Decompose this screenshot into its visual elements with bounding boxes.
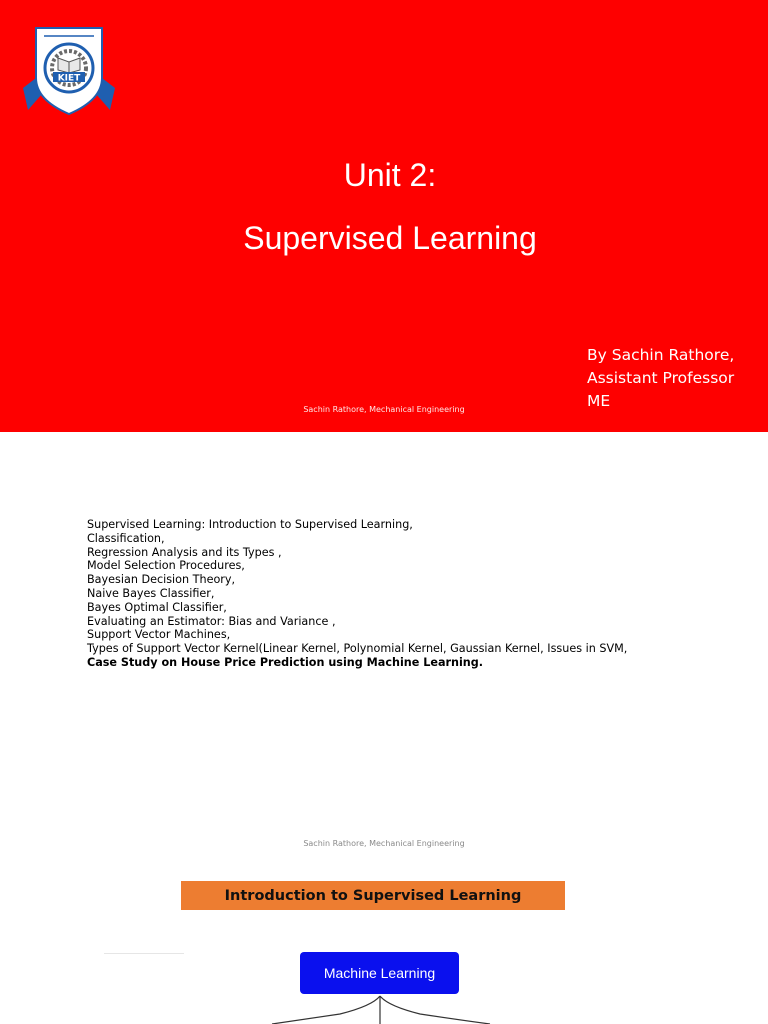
syllabus-item: Naive Bayes Classifier, [87,586,215,600]
syllabus-item-case-study: Case Study on House Price Prediction using Machine Learning. [87,655,484,669]
machine-learning-node: Machine Learning [300,952,459,994]
byline-line: ME [587,392,611,410]
kiet-logo-icon [20,22,118,116]
svg-text:KIET: KIET [57,73,81,84]
slide-footer: Sachin Rathore, Mechanical Engineering [303,405,465,414]
intro-slide [0,864,768,1024]
syllabus-slide [0,432,768,864]
title-slide [0,0,768,432]
syllabus-item: Bayesian Decision Theory, [87,573,236,587]
syllabus-item: Evaluating an Estimator: Bias and Variance , [87,614,336,628]
syllabus-item: Supervised Learning: Introduction to Supervised Learning, [87,518,413,531]
author-byline [587,344,734,413]
syllabus-list [87,518,627,670]
slide-title-unit: Unit 2: [343,157,437,193]
tree-connectors [0,864,768,1024]
slide-footer: Sachin Rathore, Mechanical Engineering [303,839,465,848]
syllabus-item: Classification, [87,531,165,545]
byline-line: Assistant Professor [587,369,735,387]
syllabus-item: Types of Support Vector Kernel(Linear Kernel, Polynomial Kernel, Gaussian Kernel, Issues in SVM, [87,642,628,656]
slide-title-topic: Supervised Learning [243,220,537,256]
syllabus-item: Bayes Optimal Classifier, [87,600,227,614]
syllabus-item: Regression Analysis and its Types , [87,545,282,559]
syllabus-item: Model Selection Procedures, [87,559,245,573]
byline-line: By Sachin Rathore, [587,346,735,364]
section-banner: Introduction to Supervised Learning [181,881,565,910]
syllabus-item: Support Vector Machines, [87,628,231,642]
